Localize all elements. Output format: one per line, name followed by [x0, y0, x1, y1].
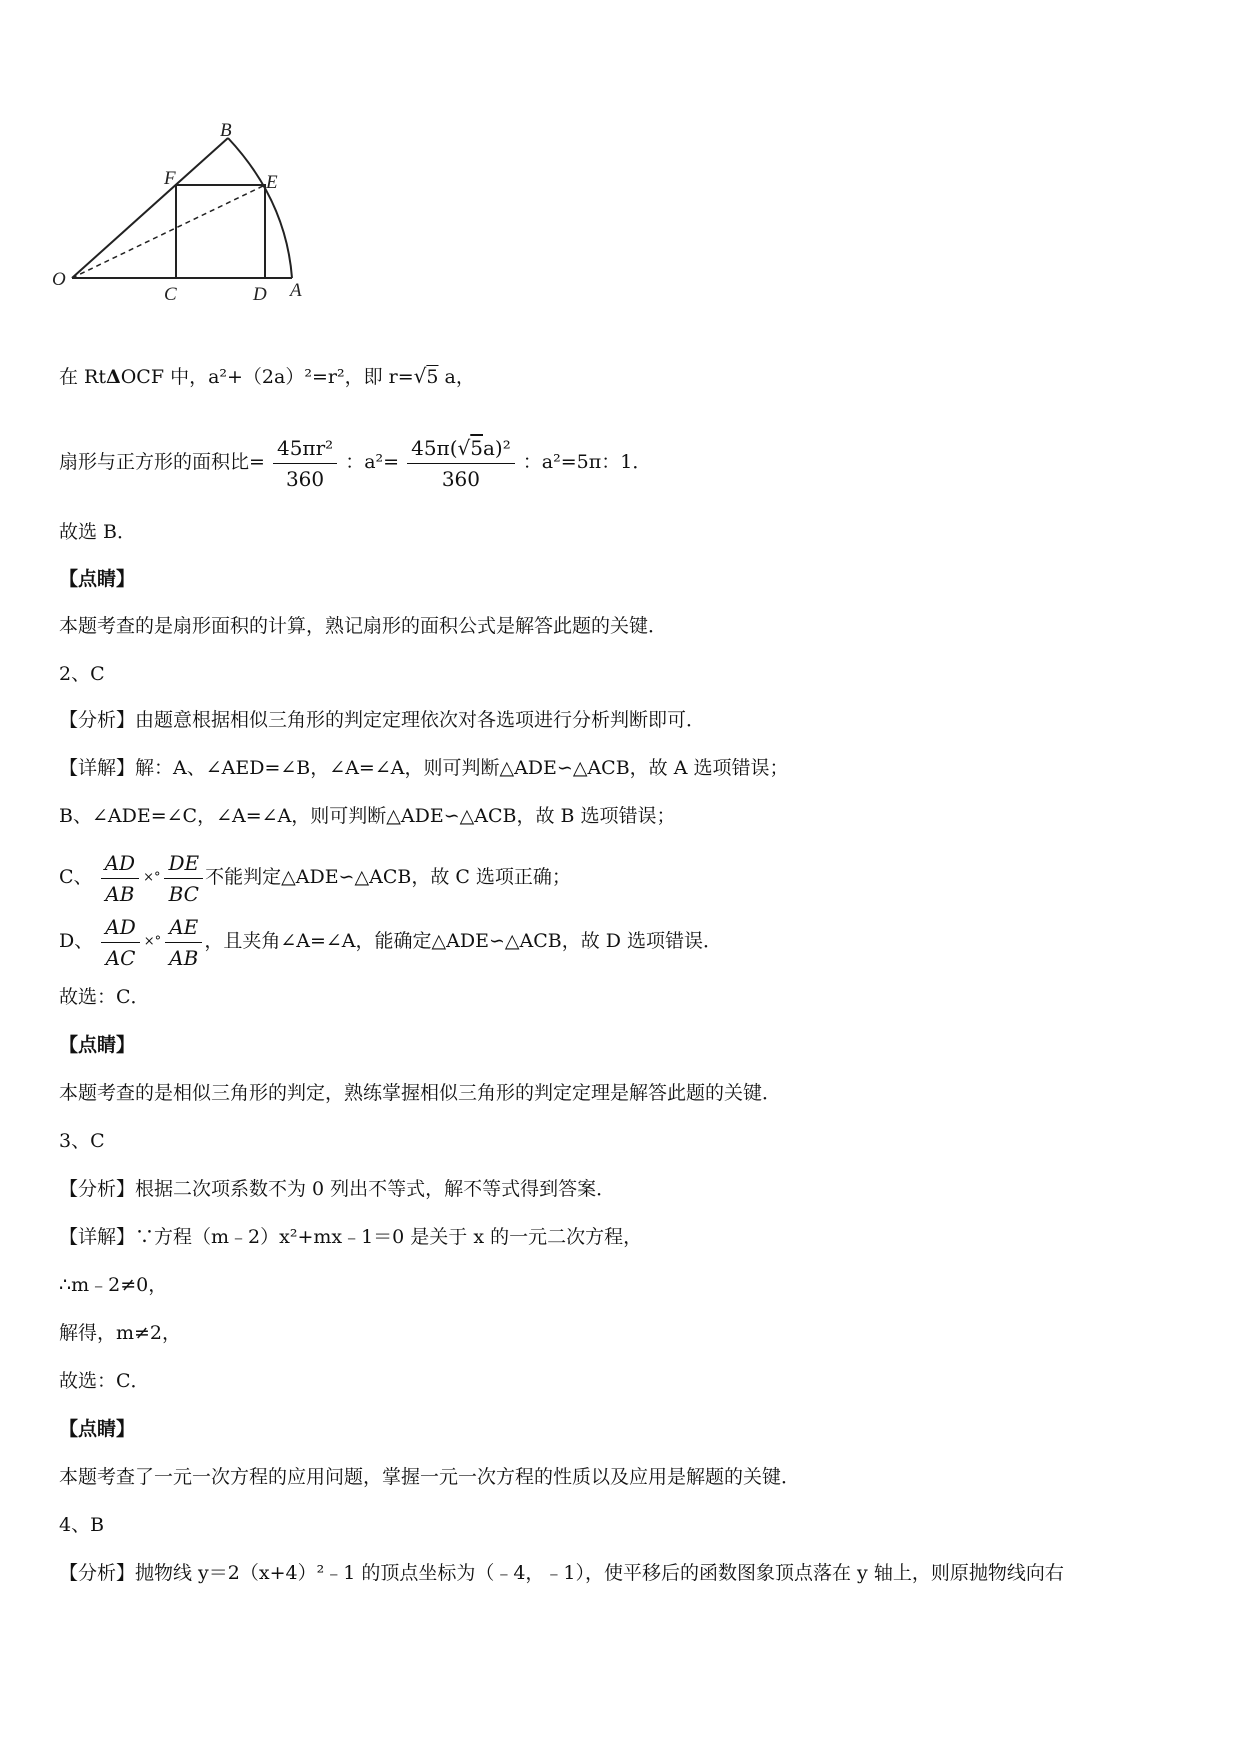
text-line: 本题考查的是相似三角形的判定，熟练掌握相似三角形的判定定理是解答此题的关键．: [59, 1082, 782, 1104]
dashed-oe: [72, 185, 265, 278]
text-line: 本题考查了一元一次方程的应用问题，掌握一元一次方程的性质以及应用是解题的关键．: [59, 1466, 801, 1488]
label-b: B: [220, 120, 232, 141]
solution-line-2: [59, 432, 651, 494]
denominator: BC: [168, 881, 199, 906]
text: 不能判定△ADE∽△ACB，故 C 选项正确；: [205, 866, 571, 888]
text: ，且夹角∠A=∠A，能确定△ADE∽△ACB，故 D 选项错误．: [204, 930, 723, 952]
numerator: 45π(√5a)²: [407, 433, 515, 464]
text: ：a²=5π：1．: [522, 451, 652, 473]
label-a: A: [290, 280, 302, 301]
fraction-sector-area: [273, 433, 337, 494]
question-number: 3、C: [59, 1130, 105, 1152]
text: ：a²=: [345, 451, 400, 473]
label-e: E: [266, 172, 278, 193]
text: C、: [59, 866, 93, 888]
question-number: 4、B: [59, 1514, 105, 1536]
option-d-line: [59, 908, 722, 975]
segment-ob: [72, 138, 228, 278]
option-c-line: [59, 844, 571, 911]
fraction-de-bc: [164, 848, 203, 909]
radicand: 5: [470, 435, 483, 460]
fraction-ad-ac: [101, 912, 139, 973]
text-line: 【分析】抛物线 y＝2（x+4）²﹣1 的顶点坐标为（﹣4，﹣1），使平移后的函数图象顶点落在 y 轴上，则原抛物线向右: [59, 1562, 1064, 1584]
square-cdef: [176, 185, 265, 278]
text-line: 故选：C．: [59, 986, 150, 1008]
fraction-sector-area-2: [407, 433, 515, 494]
numerator: 45πr²: [273, 433, 337, 464]
text-line: B、∠ADE=∠C，∠A=∠A，则可判断△ADE∽△ACB，故 B 选项错误；: [59, 805, 676, 827]
text-line: 解得，m≠2，: [59, 1322, 182, 1344]
text-line: 【详解】∵方程（m﹣2）x²+mx﹣1＝0 是关于 x 的一元二次方程，: [59, 1226, 643, 1248]
arc-ab: [228, 138, 292, 278]
numerator: AD: [101, 912, 139, 943]
geometry-figure: [48, 120, 318, 335]
text-line: 【详解】解：A、∠AED=∠B，∠A=∠A，则可判断△ADE∽△ACB，故 A 选项错误；: [59, 757, 789, 779]
text-line: 故选 B．: [59, 521, 137, 543]
text: 扇形与正方形的面积比=: [59, 451, 265, 473]
fraction-ad-ab: [101, 848, 139, 909]
text: 在 Rt: [59, 366, 106, 388]
text: Δ: [105, 366, 121, 388]
numerator: DE: [164, 848, 203, 879]
label-d: D: [253, 284, 267, 305]
numerator: AD: [101, 848, 139, 879]
text-line: 【分析】根据二次项系数不为 0 列出不等式，解不等式得到答案．: [59, 1178, 616, 1200]
text-line: 故选：C．: [59, 1370, 150, 1392]
denominator: AB: [105, 881, 135, 906]
numerator: AE: [165, 912, 202, 943]
section-heading: 【点睛】: [59, 1034, 136, 1056]
denominator: AC: [105, 945, 136, 970]
label-c: C: [164, 284, 177, 305]
text-line: 【分析】由题意根据相似三角形的判定定理依次对各选项进行分析判断即可．: [59, 709, 706, 731]
fraction-ae-ab: [165, 912, 202, 973]
label-f: F: [164, 168, 176, 189]
text: 45π(: [411, 435, 458, 460]
question-number: 2、C: [59, 663, 105, 685]
symbol: ×°: [143, 870, 161, 885]
radicand: 5: [426, 366, 439, 388]
text-line: 本题考查的是扇形面积的计算，熟记扇形的面积公式是解答此题的关键．: [59, 615, 668, 637]
denominator: 360: [285, 466, 325, 491]
solution-line-1: 在 RtΔOCF 中，a²+（2a）²=r²，即 r=√5 a，: [59, 364, 475, 388]
text: a，: [438, 366, 475, 388]
denominator: AB: [169, 945, 199, 970]
text-line: ∴m﹣2≠0，: [59, 1274, 168, 1296]
text: OCF 中，a²+（2a）²=r²，即 r=: [120, 366, 414, 388]
section-heading: 【点睛】: [59, 1418, 136, 1440]
symbol: ×°: [143, 934, 162, 949]
section-heading: 【点睛】: [59, 568, 136, 590]
label-o: O: [52, 269, 66, 290]
denominator: 360: [441, 466, 481, 491]
text: D、: [59, 930, 94, 952]
text: a)²: [483, 435, 511, 460]
